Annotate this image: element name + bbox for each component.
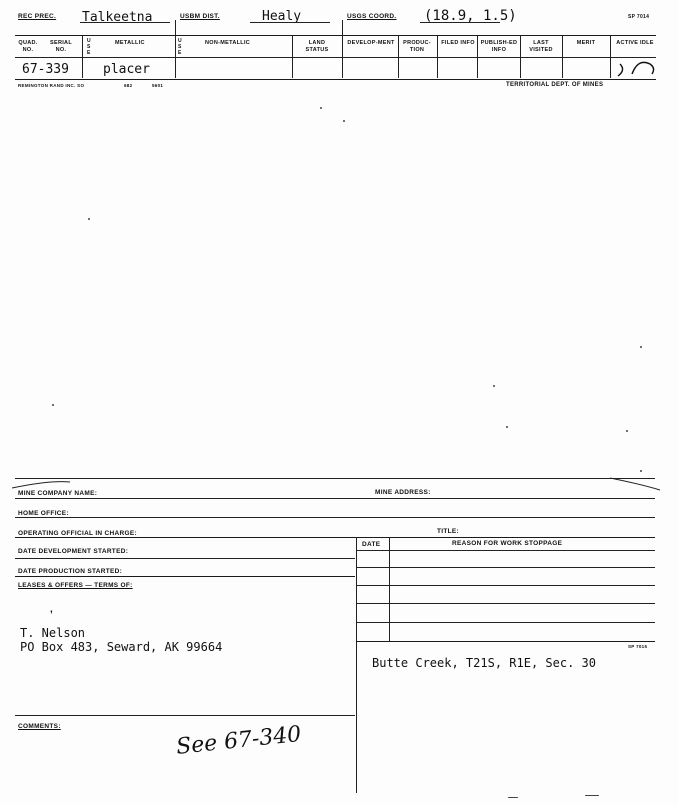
location-text: Butte Creek, T21S, R1E, Sec. 30 (372, 656, 596, 670)
mine-company-name-label: MINE COMPANY NAME: (18, 490, 98, 497)
col-metallic: METALLIC (115, 40, 145, 46)
col-use-2: U S E (178, 38, 182, 56)
stoppage-date-sep (389, 537, 390, 641)
operating-official-label: OPERATING OFFICIAL IN CHARGE: (18, 530, 137, 537)
usgs-coord-value: (18.9, 1.5) (424, 8, 517, 24)
stoppage-header-rule (356, 550, 655, 551)
quad-serial-value: 67-339 (22, 62, 69, 77)
handwritten-reference: See 67-340 (175, 721, 303, 760)
owner-address: PO Box 483, Seward, AK 99664 (20, 640, 223, 654)
speck (640, 470, 642, 472)
usbm-dist-label: USBM DIST. (180, 13, 220, 20)
speck (320, 107, 322, 109)
col-sep (292, 36, 293, 78)
rec-prec-label: REC PREC. (18, 13, 57, 20)
col-serial-no: SERIAL NO. (50, 40, 72, 53)
stoppage-bottom-rule (356, 641, 655, 642)
rec-prec-underline (80, 22, 170, 23)
col-sep (562, 36, 563, 78)
speck (506, 426, 508, 428)
code-2-text: 5601 (152, 83, 164, 88)
col-sep (342, 20, 343, 78)
metallic-value: placer (103, 62, 150, 77)
usbm-underline (250, 22, 330, 23)
tick-mark: , (50, 604, 53, 615)
official-rule (15, 537, 655, 538)
speck (52, 404, 54, 406)
dept-text: TERRITORIAL DEPT. OF MINES (506, 82, 604, 88)
column-label-rule (15, 57, 656, 58)
owner-name: T. Nelson (20, 626, 86, 640)
col-sep (477, 36, 478, 78)
speck (343, 120, 345, 122)
data-row-rule (15, 79, 656, 80)
speck (493, 385, 495, 387)
leases-label: LEASES & OFFERS — TERMS OF: (18, 582, 133, 589)
col-sep (610, 36, 611, 78)
speck (626, 430, 628, 432)
comments-label: COMMENTS: (18, 723, 61, 730)
stoppage-row-rule (356, 622, 655, 623)
col-sep (175, 20, 176, 78)
date-dev-started-label: DATE DEVELOPMENT STARTED: (18, 548, 129, 555)
date-prod-started-label: DATE PRODUCTION STARTED: (18, 568, 123, 575)
speck (640, 346, 642, 348)
stoppage-row-rule (356, 585, 655, 586)
printer-text: REMINGTON RAND INC. SO (18, 83, 85, 88)
usgs-underline (420, 22, 500, 23)
form-number-2: SP 7015 (628, 644, 648, 649)
stoppage-row-rule (356, 603, 655, 604)
col-development: DEVELOP-MENT (347, 40, 395, 46)
col-filed-info: FILED INFO (441, 40, 475, 46)
prod-started-rule (15, 576, 355, 577)
col-sep (520, 36, 521, 78)
col-non-metallic: NON-METALLIC (205, 40, 251, 46)
home-office-rule (15, 517, 655, 518)
col-production: PRODUC-TION (403, 40, 431, 53)
dev-started-rule (15, 558, 355, 559)
col-merit: MERIT (576, 40, 596, 46)
header-rule (15, 35, 656, 36)
comments-rule (15, 715, 355, 716)
card-edge-icon (10, 474, 670, 496)
col-last-visited: LAST VISITED (529, 40, 553, 53)
col-sep (437, 36, 438, 78)
mine-address-label: MINE ADDRESS: (375, 489, 431, 496)
speck (585, 795, 599, 796)
active-idle-mark-icon (612, 56, 662, 80)
stoppage-row-rule (356, 567, 655, 568)
col-quad-no: QUAD. NO. (18, 40, 38, 53)
usbm-dist-value: Healy (262, 9, 302, 24)
col-published-info: PUBLISH-ED INFO (480, 40, 518, 53)
reason-col-label: REASON FOR WORK STOPPAGE (452, 540, 563, 547)
col-use-1: U S E (87, 38, 91, 56)
speck (88, 218, 90, 220)
rec-prec-value: Talkeetna (82, 10, 153, 25)
company-rule (15, 498, 655, 499)
col-land-status: LAND STATUS (305, 40, 329, 53)
code-1-text: 682 (124, 83, 133, 88)
home-office-label: HOME OFFICE: (18, 510, 69, 517)
title-label: TITLE: (437, 528, 460, 535)
col-sep (82, 36, 83, 78)
usgs-coord-label: USGS COORD. (347, 13, 397, 20)
stoppage-left-border (356, 537, 357, 793)
date-col-label: DATE (362, 541, 381, 548)
form-number: SP 7014 (628, 14, 650, 20)
col-active-idle: ACTIVE IDLE (616, 40, 654, 46)
col-sep (398, 36, 399, 78)
speck (508, 797, 518, 798)
